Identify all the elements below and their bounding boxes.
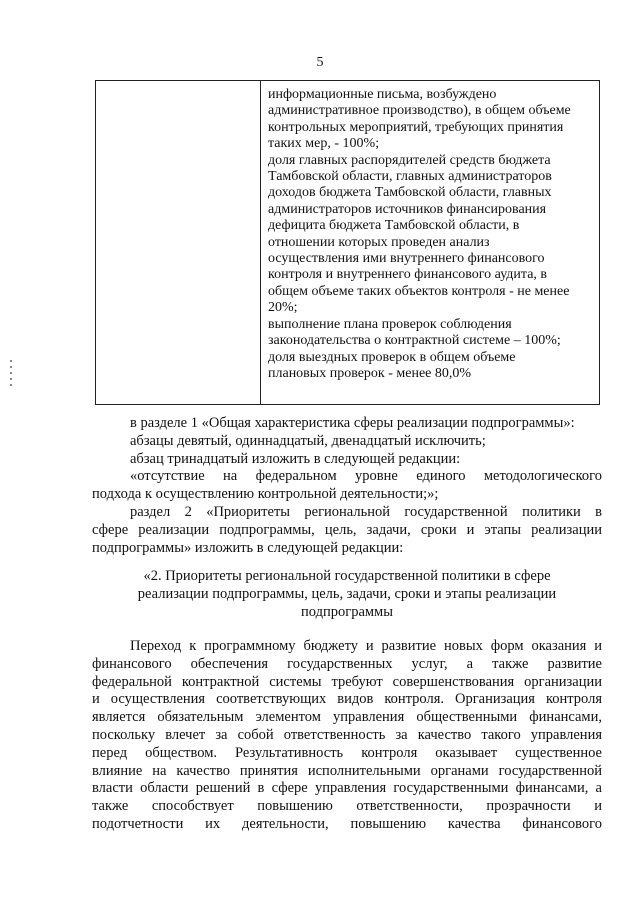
text-line: абзац тринадцатый изложить в следующей редакции: [130,450,461,467]
table-line: таких мер, - 100%; [268,136,380,152]
amendment-paragraph [92,415,602,557]
table-line: доходов бюджета Тамбовской области, главных [268,185,552,201]
text-line: поскольку влечет за собой ответственность за качество такого управления [92,726,602,743]
text-line: раздел 2 «Приоритеты региональной государственной политики в [130,503,602,520]
table-line: осуществления ими внутреннего финансового [268,251,545,267]
text-line: влияние на качество принятия исполнительными органами государственной [92,762,602,779]
body-paragraph [92,638,602,834]
table-column-divider [260,81,261,404]
table-line: контроля и внутреннего финансового аудита, в [268,267,548,283]
text-line: подотчетности их деятельности, повышению качества финансового [92,815,602,832]
text-line: является обязательным элементом управления общественными финансами, [92,709,602,726]
text-line: также способствует повышению ответственности, прозрачности и [92,798,602,815]
table-line: общем объеме таких объектов контроля - не менее [268,283,570,299]
table-line: доля выездных проверок в общем объеме [268,349,516,365]
text-line: перед обществом. Результативность контроля оказывает существенное [92,744,602,761]
heading-line: подпрограммы [301,603,393,620]
text-line: сфере реализации подпрограммы, цель, задачи, сроки и этапы реализации [92,521,602,538]
heading-line: реализации подпрограммы, цель, задачи, сроки и этапы реализации [137,585,557,602]
heading-line: «2. Приоритеты региональной государственной политики в сфере [143,568,551,584]
table-line: доля главных распорядителей средств бюджета [268,152,551,168]
table-cell-indicators [268,87,593,382]
table-line: административное производство), в общем объеме [268,103,571,119]
text-line: «отсутствие на федеральном уровне единого методологического [130,468,602,485]
table-line: администраторов источников финансирования [268,201,547,217]
table-line: законодательства о контрактной системе – 100%; [268,333,561,349]
table-line: дефицита бюджета Тамбовской области, в [268,218,520,234]
text-line: абзацы девятый, одиннадцатый, двенадцатый исключить; [130,432,486,449]
table-line: отношении которых проведен анализ [268,234,490,250]
scan-artifact [10,360,12,390]
text-line: подхода к осуществлению контрольной деятельности;»; [92,486,439,503]
table-line: Тамбовской области, главных администраторов [268,169,552,185]
text-line: подпрограммы» изложить в следующей редакции: [92,539,404,556]
table-line: информационные письма, возбуждено [268,87,497,102]
table-line: 20%; [268,300,298,316]
text-line: финансового обеспечения государственных услуг, а также развитие [92,655,602,672]
text-line: Переход к программному бюджету и развитие новых форм оказания и [130,638,602,654]
text-line: федеральной контрактной системы требуют совершенствования организации [92,673,602,690]
indicators-table [95,80,600,405]
text-line: власти области решений в сфере управления государственными финансами, а [92,780,602,797]
table-line: выполнение плана проверок соблюдения [268,316,512,332]
table-line: контрольных мероприятий, требующих принятия [268,119,564,135]
text-line: и осуществления соответствующих видов контроля. Организация контроля [92,691,602,708]
text-line: в разделе 1 «Общая характеристика сферы реализации подпрограммы»: [130,415,575,431]
table-line: плановых проверок - менее 80,0% [268,365,472,381]
section-heading [92,568,602,621]
page-number: 5 [316,55,324,70]
